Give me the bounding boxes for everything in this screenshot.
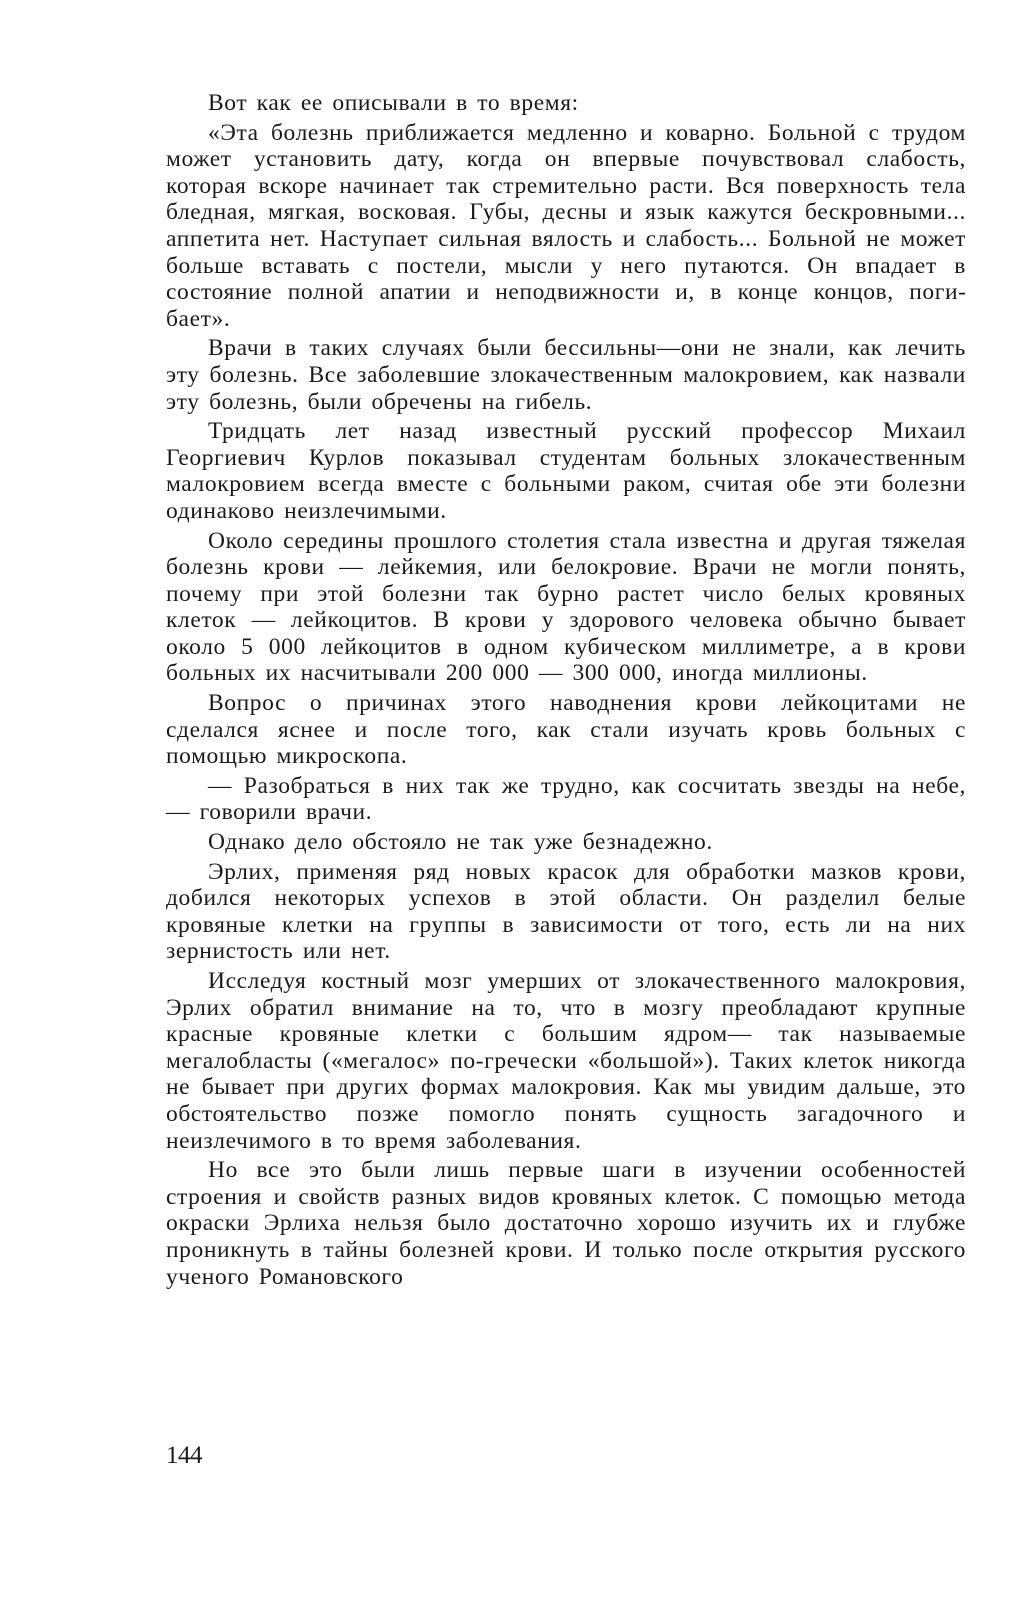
paragraph: «Эта болезнь приближается медленно и коварно. Больной с трудом может установить дату, когда он впервые почувствовал слабость, которая вскоре начинает так стремительно расти. Вся поверхность тела бледная, мягкая, восковая. Губы, десны и язык кажутся бескровными... аппетита нет. Наступает сильная вялость и слабость... Больной не может больше вставать с постели, мысли у него путаются. Он впадает в состояние полной апатии и неподвижности и, в конце концов, погибает». <box>166 119 966 332</box>
page-number: 144 <box>166 1442 202 1469</box>
paragraph: Вопрос о причинах этого наводнения крови лейкоцитами не сделался яснее и после того, как стали изучать кровь больных с помощью микроскопа. <box>166 690 966 770</box>
paragraph: Около середины прошлого столетия стала известна и другая тяжелая болезнь крови — лейкемия, или белокровие. Врачи не могли понять, почему при этой болезни так бурно растет число белых кровяных клеток — лейкоцитов. В крови у здорового человека обычно бывает около 5 000 лейкоцитов в одном кубическом миллиметре, а в крови больных их насчитывали 200 000 — 300 000, иногда миллионы. <box>166 527 966 687</box>
paragraph: Но все это были лишь первые шаги в изучении особенностей строения и свойств разных видов кровяных клеток. С помощью метода окраски Эрлиха нельзя было достаточно хорошо изучить их и глубже проникнуть в тайны болезней крови. И только после открытия русского ученого Романовского <box>166 1157 966 1290</box>
paragraph: Вот как ее описывали в то время: <box>208 90 579 116</box>
paragraph: Тридцать лет назад известный русский профессор Михаил Георгиевич Курлов показывал студентам больных злокачественным малокровием всегда вместе с больными раком, считая обе эти болезни одинаково неизлечимыми. <box>166 418 966 524</box>
paragraph: Однако дело обстояло не так уже безнадежно. <box>208 829 713 856</box>
body-text <box>166 90 966 1293</box>
paragraph: Эрлих, применяя ряд новых красок для обработки мазков крови, добился некоторых успехов в этой области. Он разделил белые кровяные клетки на группы в зависимости от того, есть ли на них зернистость или нет. <box>166 858 966 965</box>
paragraph: Исследуя костный мозг умерших от злокачественного малокровия, Эрлих обратил внимание на то, что в мозгу преобладают крупные красные кровяные клетки с большим ядром— так называемые мегалобласты («мегалос» по-гречески «большой»). Таких клеток никогда не бывает при других формах малокровия. Как мы увидим дальше, это обстоятельство позже помогло понять сущность загадочного и неизлечимого в то время заболевания. <box>166 968 966 1154</box>
paragraph: Врачи в таких случаях были бессильны—они не знали, как лечить эту болезнь. Все заболевшие злокачественным малокровием, как назвали эту болезнь, были обречены на гибель. <box>166 335 966 415</box>
paragraph: — Разобраться в них так же трудно, как сосчитать звезды на небе, — говорили врачи. <box>166 772 966 826</box>
